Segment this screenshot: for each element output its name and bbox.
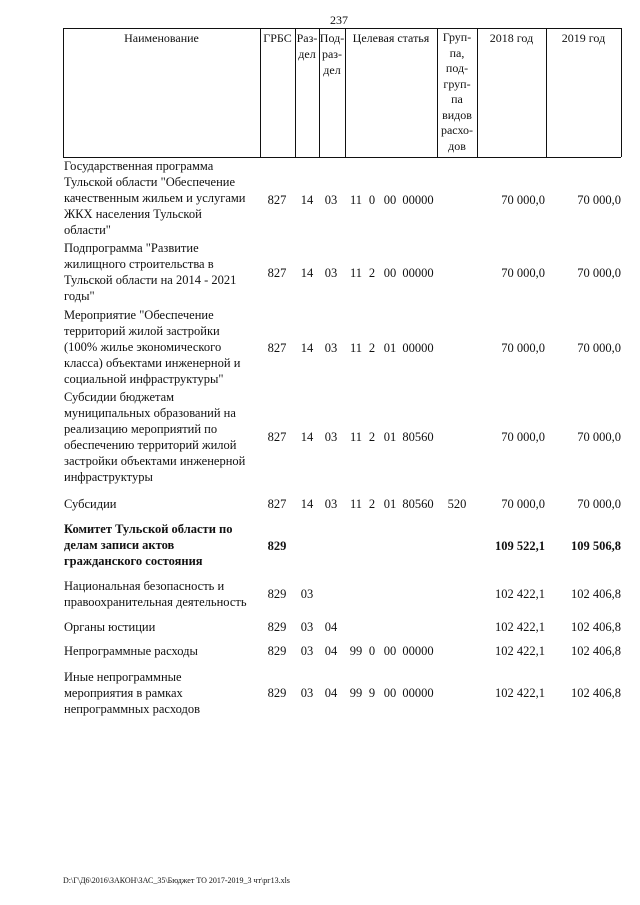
row-razdel: 14: [300, 430, 314, 444]
row-2018: 102 422,1: [495, 644, 545, 658]
row-name: Государственная программа Тульской области "Обеспечение качественным жильем и услугами ЖКХ населения Тульской области": [64, 159, 246, 237]
row-target-3: 00: [383, 686, 397, 700]
row-2019: 102 406,8: [571, 644, 621, 658]
header-name: Наименование: [124, 31, 199, 45]
page-number: 237: [330, 13, 348, 27]
row-target-1: 99: [349, 644, 363, 658]
row-name: Субсидии: [64, 497, 117, 511]
row-razdel: 03: [300, 644, 314, 658]
row-target-3: 00: [383, 266, 397, 280]
row-podrazdel: 03: [324, 193, 338, 207]
row-target-1: 11: [349, 497, 363, 511]
row-grbs: 827: [267, 430, 287, 444]
row-target-4: 00000: [402, 644, 434, 658]
row-podrazdel: 03: [324, 341, 338, 355]
row-grbs: 829: [267, 620, 287, 634]
row-name: Мероприятие "Обеспечение территорий жилой застройки (100% жилье экономического класса) объектами инженерной и социальной инфраструктуры": [64, 308, 241, 386]
row-grbs: 827: [267, 193, 287, 207]
row-podrazdel: 03: [324, 497, 338, 511]
row-razdel: 14: [300, 497, 314, 511]
row-podrazdel: 03: [324, 430, 338, 444]
row-name: Непрограммные расходы: [64, 644, 198, 658]
row-name: Комитет Тульской области по делам записи актов гражданского состояния: [64, 522, 233, 568]
row-name: Национальная безопасность и правоохранительная деятельность: [64, 579, 247, 609]
row-grbs: 829: [267, 686, 287, 700]
row-target-3: 01: [383, 341, 397, 355]
row-podrazdel: 04: [324, 686, 338, 700]
row-group: 520: [447, 497, 467, 511]
row-target-4: 00000: [402, 193, 434, 207]
row-razdel: 03: [300, 587, 314, 601]
row-podrazdel: 03: [324, 266, 338, 280]
row-2018: 102 422,1: [495, 686, 545, 700]
row-2018: 70 000,0: [501, 193, 545, 207]
row-target-2: 0: [368, 644, 376, 658]
row-razdel: 14: [300, 266, 314, 280]
row-2018: 102 422,1: [495, 587, 545, 601]
row-2019: 102 406,8: [571, 686, 621, 700]
row-target-1: 11: [349, 341, 363, 355]
row-2018: 70 000,0: [501, 497, 545, 511]
row-target-3: 01: [383, 497, 397, 511]
row-target-2: 2: [368, 266, 376, 280]
row-razdel: 14: [300, 193, 314, 207]
row-2018: 102 422,1: [495, 620, 545, 634]
row-target-4: 00000: [402, 341, 434, 355]
row-target-4: 00000: [402, 266, 434, 280]
row-target-1: 11: [349, 266, 363, 280]
row-target-2: 2: [368, 430, 376, 444]
row-target-4: 80560: [402, 497, 434, 511]
row-razdel: 03: [300, 620, 314, 634]
header-target: Целевая статья: [352, 31, 430, 45]
header-2019: 2019 год: [561, 31, 606, 45]
row-grbs: 827: [267, 341, 287, 355]
row-2018: 109 522,1: [495, 539, 545, 553]
row-name: Органы юстиции: [64, 620, 156, 634]
row-name: Подпрограмма "Развитие жилищного строительства в Тульской области на 2014 - 2021 годы": [64, 241, 237, 303]
header-razdel: Раз- дел: [296, 31, 318, 61]
row-target-4: 80560: [402, 430, 434, 444]
row-razdel: 03: [300, 686, 314, 700]
row-target-2: 9: [368, 686, 376, 700]
row-target-3: 00: [383, 644, 397, 658]
row-grbs: 829: [267, 539, 287, 553]
table-header: [63, 28, 621, 157]
header-2018: 2018 год: [489, 31, 534, 45]
row-2018: 70 000,0: [501, 430, 545, 444]
row-2019: 70 000,0: [577, 341, 621, 355]
row-target-3: 00: [383, 193, 397, 207]
row-razdel: 14: [300, 341, 314, 355]
header-group: Груп- па, под- груп- па видов расхо- дов: [440, 30, 474, 153]
row-grbs: 827: [267, 497, 287, 511]
row-target-2: 2: [368, 341, 376, 355]
header-podrazdel: Под- раз- дел: [319, 31, 345, 77]
row-2019: 70 000,0: [577, 193, 621, 207]
row-target-1: 99: [349, 686, 363, 700]
file-path-footer: D:\Г\Д6\2016\ЗАКОН\ЗАС_35\Бюджет ТО 2017-2019_3 чт\рг13.xls: [63, 876, 290, 885]
row-grbs: 829: [267, 644, 287, 658]
row-target-1: 11: [349, 430, 363, 444]
row-target-3: 01: [383, 430, 397, 444]
row-target-1: 11: [349, 193, 363, 207]
row-target-4: 00000: [402, 686, 434, 700]
row-2019: 102 406,8: [571, 620, 621, 634]
row-2018: 70 000,0: [501, 266, 545, 280]
row-podrazdel: 04: [324, 644, 338, 658]
row-target-2: 0: [368, 193, 376, 207]
row-2019: 109 506,8: [571, 539, 621, 553]
row-2019: 102 406,8: [571, 587, 621, 601]
row-2019: 70 000,0: [577, 430, 621, 444]
row-2019: 70 000,0: [577, 266, 621, 280]
row-grbs: 829: [267, 587, 287, 601]
row-2018: 70 000,0: [501, 341, 545, 355]
header-grbs: ГРБС: [263, 31, 292, 45]
row-podrazdel: 04: [324, 620, 338, 634]
row-name: Субсидии бюджетам муниципальных образований на реализацию мероприятий по обеспечению территорий жилой застройки объектами инженерной инфраструктуры: [64, 390, 246, 484]
row-2019: 70 000,0: [577, 497, 621, 511]
row-name: Иные непрограммные мероприятия в рамках непрограммных расходов: [64, 670, 200, 716]
row-grbs: 827: [267, 266, 287, 280]
row-target-2: 2: [368, 497, 376, 511]
